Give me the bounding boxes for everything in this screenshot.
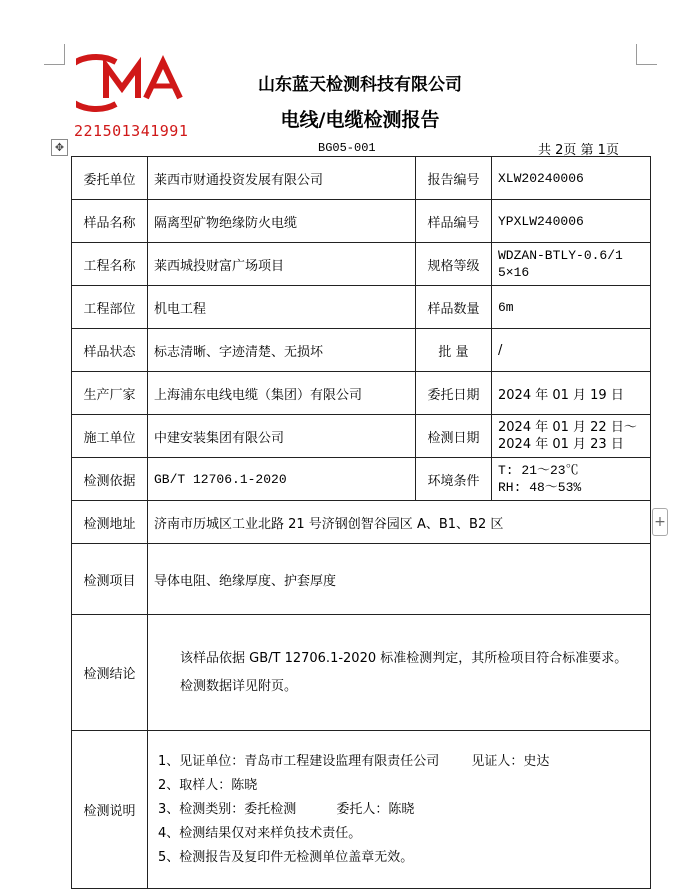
doc-code: BG05-001 bbox=[318, 141, 376, 155]
note-3-text: 3、检测类别：委托检测 bbox=[158, 801, 297, 817]
notes-value bbox=[148, 731, 651, 889]
address-label: 检测地址 bbox=[72, 501, 148, 544]
test-date-start: 2024 年 01 月 22 日～ bbox=[498, 420, 637, 435]
client-label: 委托单位 bbox=[72, 157, 148, 200]
conclusion-line-1: 该样品依据 GB/T 12706.1-2020 标准检测判定，其所检项目符合标准要求。 bbox=[180, 650, 628, 666]
table-row bbox=[72, 157, 651, 200]
table-row bbox=[72, 243, 651, 286]
report-no-value: XLW20240006 bbox=[492, 157, 651, 200]
table-row bbox=[72, 501, 651, 544]
conclusion-line-2: 检测数据详见附页。 bbox=[180, 678, 298, 694]
items-label: 检测项目 bbox=[72, 544, 148, 615]
witness: 见证人：史达 bbox=[471, 753, 550, 769]
table-row bbox=[72, 415, 651, 458]
basis-label: 检测依据 bbox=[72, 458, 148, 501]
qty-label: 样品数量 bbox=[416, 286, 492, 329]
conclusion-value bbox=[148, 615, 651, 731]
table-row bbox=[72, 372, 651, 415]
table-row bbox=[72, 329, 651, 372]
env-humidity: RH: 48～53% bbox=[498, 480, 582, 495]
env-value bbox=[492, 458, 651, 501]
part-value: 机电工程 bbox=[148, 286, 416, 329]
address-value: 济南市历城区工业北路 21 号济钢创智谷园区 A、B1、B2 区 bbox=[148, 501, 651, 544]
batch-label: 批 量 bbox=[416, 329, 492, 372]
report-table bbox=[71, 156, 651, 889]
sample-name-label: 样品名称 bbox=[72, 200, 148, 243]
builder-label: 施工单位 bbox=[72, 415, 148, 458]
page-corner-mark-top-right bbox=[636, 44, 657, 65]
report-title: 电线/电缆检测报告 bbox=[280, 109, 440, 131]
note-3 bbox=[158, 798, 644, 822]
builder-value: 中建安装集团有限公司 bbox=[148, 415, 416, 458]
client-person: 委托人：陈晓 bbox=[336, 801, 415, 817]
table-row bbox=[72, 200, 651, 243]
report-no-label: 报告编号 bbox=[416, 157, 492, 200]
spec-value: WDZAN-BTLY-0.6/1 5×16 bbox=[492, 243, 651, 286]
conclusion-label: 检测结论 bbox=[72, 615, 148, 731]
note-5: 5、检测报告及复印件无检测单位盖章无效。 bbox=[158, 849, 414, 865]
test-date-end: 2024 年 01 月 23 日 bbox=[498, 437, 624, 452]
entrust-date-label: 委托日期 bbox=[416, 372, 492, 415]
table-row bbox=[72, 458, 651, 501]
client-value: 莱西市财通投资发展有限公司 bbox=[148, 157, 416, 200]
basis-value: GB/T 12706.1-2020 bbox=[148, 458, 416, 501]
maker-value: 上海浦东电线电缆（集团）有限公司 bbox=[148, 372, 416, 415]
notes-label: 检测说明 bbox=[72, 731, 148, 889]
qty-value: 6m bbox=[492, 286, 651, 329]
note-1-text: 1、见证单位：青岛市工程建设监理有限责任公司 bbox=[158, 753, 440, 769]
state-value: 标志清晰、字迹清楚、无损坏 bbox=[148, 329, 416, 372]
state-label: 样品状态 bbox=[72, 329, 148, 372]
project-value: 莱西城投财富广场项目 bbox=[148, 243, 416, 286]
table-row bbox=[72, 544, 651, 615]
table-row bbox=[72, 731, 651, 889]
spec-label: 规格等级 bbox=[416, 243, 492, 286]
batch-value: / bbox=[492, 329, 651, 372]
project-label: 工程名称 bbox=[72, 243, 148, 286]
sample-no-value: YPXLW240006 bbox=[492, 200, 651, 243]
note-2: 2、取样人：陈晓 bbox=[158, 777, 258, 793]
sample-name-value: 隔离型矿物绝缘防火电缆 bbox=[148, 200, 416, 243]
test-date-value bbox=[492, 415, 651, 458]
items-value: 导体电阻、绝缘厚度、护套厚度 bbox=[148, 544, 651, 615]
part-label: 工程部位 bbox=[72, 286, 148, 329]
test-date-label: 检测日期 bbox=[416, 415, 492, 458]
env-temperature: T: 21～23℃ bbox=[498, 463, 579, 478]
env-label: 环境条件 bbox=[416, 458, 492, 501]
table-row bbox=[72, 615, 651, 731]
table-move-handle-icon[interactable]: ✥ bbox=[51, 139, 68, 156]
cma-number: 221501341991 bbox=[74, 122, 189, 140]
maker-label: 生产厂家 bbox=[72, 372, 148, 415]
page-corner-mark-top-left bbox=[44, 44, 65, 65]
company-name: 山东蓝天检测科技有限公司 bbox=[258, 75, 462, 95]
table-row bbox=[72, 286, 651, 329]
cma-logo bbox=[76, 50, 196, 116]
note-1 bbox=[158, 750, 644, 774]
note-4: 4、检测结果仅对来样负技术责任。 bbox=[158, 825, 362, 841]
add-column-icon[interactable]: + bbox=[652, 508, 668, 536]
page-info: 共 2页 第 1页 bbox=[538, 143, 619, 158]
sample-no-label: 样品编号 bbox=[416, 200, 492, 243]
entrust-date-value: 2024 年 01 月 19 日 bbox=[492, 372, 651, 415]
cma-logo-graphic bbox=[76, 50, 196, 116]
